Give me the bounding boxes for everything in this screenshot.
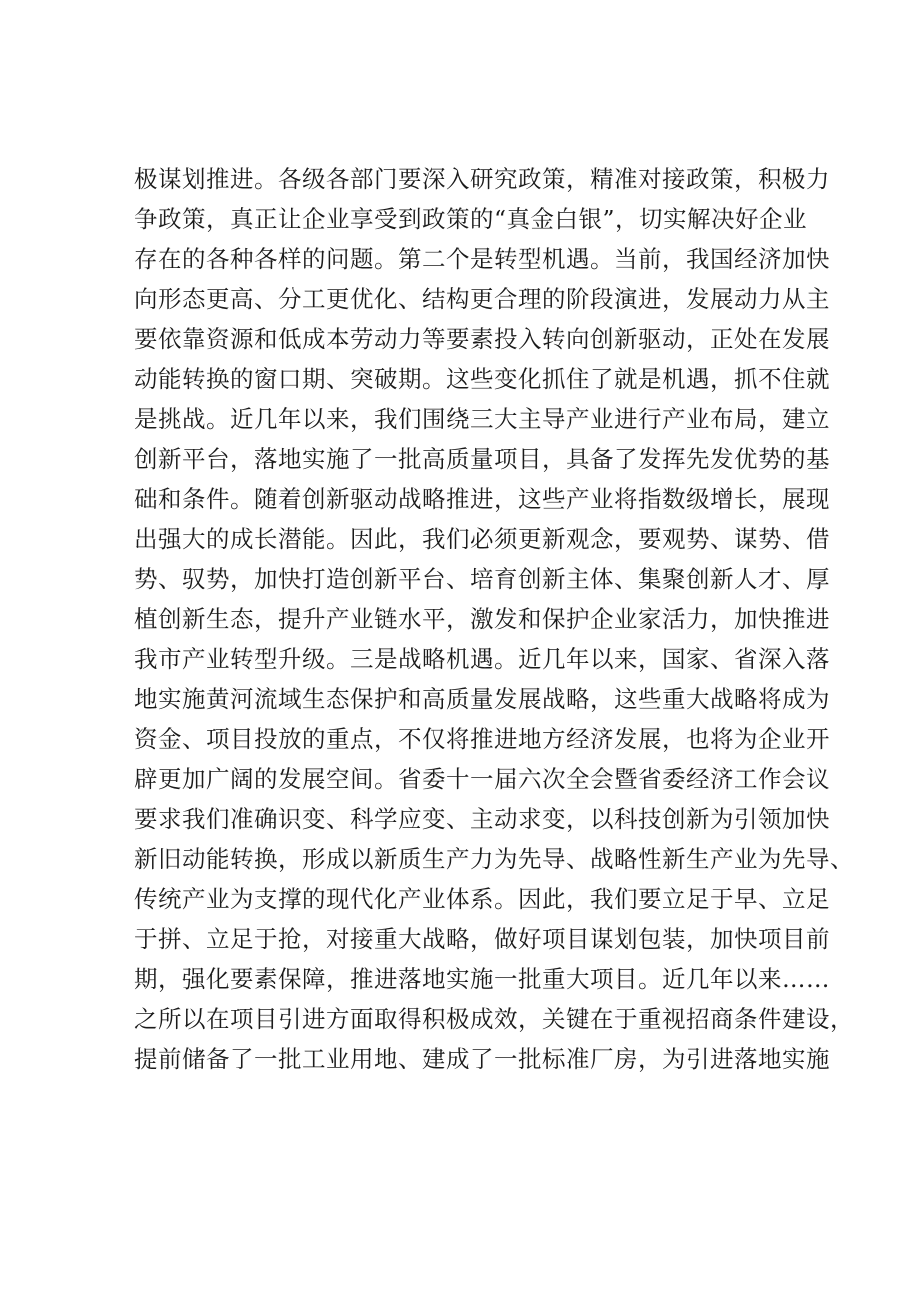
text-line-2: 争政策，真正让企业享受到政策的“真金白银”，切实解决好企业 xyxy=(134,205,808,233)
text-line-14: 地实施黄河流域生态保护和高质量发展战略，这些重大战略将成为 xyxy=(134,685,830,713)
text-line-15: 资金、项目投放的重点，不仅将推进地方经济发展，也将为企业开 xyxy=(134,725,830,753)
text-line-13: 我市产业转型升级。三是战略机遇。近几年以来，国家、省深入落 xyxy=(134,645,830,673)
text-line-4: 向形态更高、分工更优化、结构更合理的阶段演进，发展动力从主 xyxy=(134,285,830,313)
text-line-8: 创新平台，落地实施了一批高质量项目，具备了发挥先发优势的基 xyxy=(134,445,830,473)
text-line-11: 势、驭势，加快打造创新平台、培育创新主体、集聚创新人才、厚 xyxy=(134,565,830,593)
text-line-3: 存在的各种各样的问题。第二个是转型机遇。当前，我国经济加快 xyxy=(134,245,830,273)
text-line-10: 出强大的成长潜能。因此，我们必须更新观念，要观势、谋势、借 xyxy=(134,525,830,553)
text-line-22: 之所以在项目引进方面取得积极成效，关键在于重视招商条件建设， xyxy=(134,1005,854,1033)
text-line-12: 植创新生态，提升产业链水平，激发和保护企业家活力，加快推进 xyxy=(134,605,830,633)
text-line-7: 是挑战。近几年以来，我们围绕三大主导产业进行产业布局，建立 xyxy=(134,405,830,433)
text-line-5: 要依靠资源和低成本劳动力等要素投入转向创新驱动，正处在发展 xyxy=(134,325,830,353)
text-line-16: 辟更加广阔的发展空间。省委十一届六次全会暨省委经济工作会议 xyxy=(134,765,830,793)
text-line-6: 动能转换的窗口期、突破期。这些变化抓住了就是机遇，抓不住就 xyxy=(134,365,830,393)
text-line-23: 提前储备了一批工业用地、建成了一批标准厂房，为引进落地实施 xyxy=(134,1045,830,1073)
text-line-20: 于拼、立足于抢，对接重大战略，做好项目谋划包装，加快项目前 xyxy=(134,925,830,953)
text-line-21: 期，强化要素保障，推进落地实施一批重大项目。近几年以来…… xyxy=(134,965,830,993)
text-line-18: 新旧动能转换，形成以新质生产力为先导、战略性新生产业为先导、 xyxy=(134,845,854,873)
body-text xyxy=(134,159,854,1079)
text-line-1: 极谋划推进。各级各部门要深入研究政策，精准对接政策，积极力 xyxy=(134,165,830,193)
text-line-9: 础和条件。随着创新驱动战略推进，这些产业将指数级增长，展现 xyxy=(134,485,830,513)
text-line-17: 要求我们准确识变、科学应变、主动求变，以科技创新为引领加快 xyxy=(134,805,830,833)
text-line-19: 传统产业为支撑的现代化产业体系。因此，我们要立足于早、立足 xyxy=(134,885,830,913)
